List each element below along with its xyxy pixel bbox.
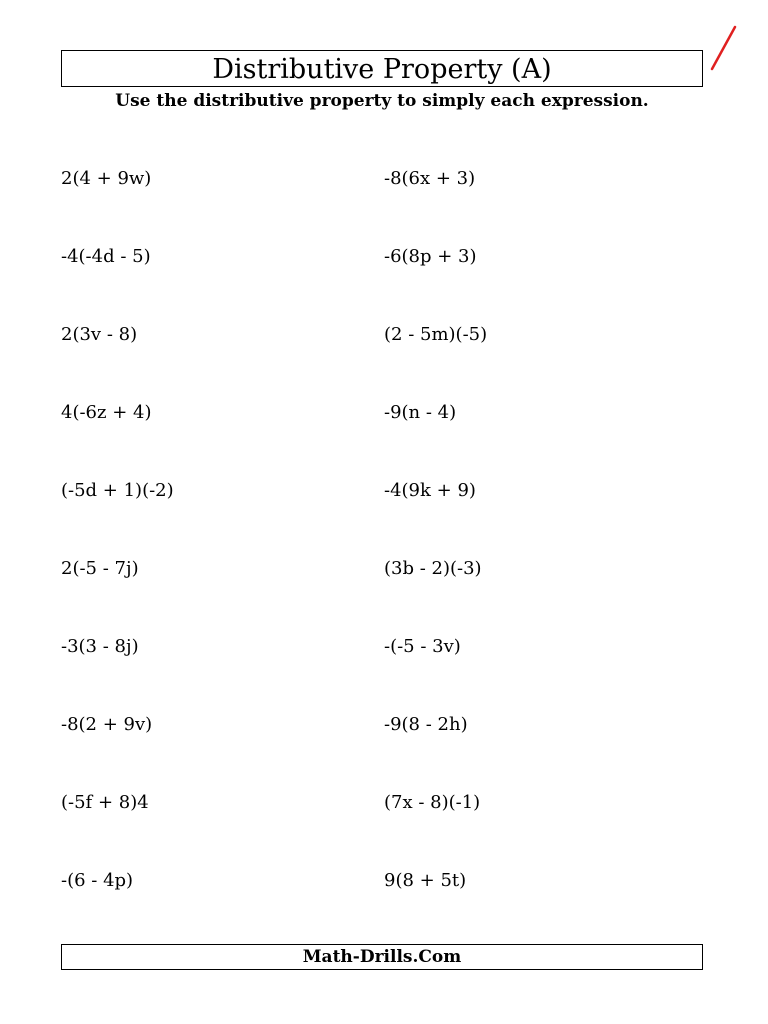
problem-left-9: (-5f + 8)4 [61,792,149,813]
worksheet-instructions: Use the distributive property to simply each expression. [115,91,649,111]
problem-left-6: 2(-5 - 7j) [61,558,139,579]
footer-text: Math-Drills.Com [302,947,462,967]
problem-right-7: -(-5 - 3v) [384,636,461,657]
problem-right-2: -6(8p + 3) [384,246,477,267]
problem-right-1: -8(6x + 3) [384,168,476,189]
worksheet-title-text: Distributive Property (A) [212,54,552,85]
problem-left-5: (-5d + 1)(-2) [61,480,174,501]
corner-mark-icon [0,0,768,100]
problem-left-10: -(6 - 4p) [61,870,134,891]
red-slash-mark [712,27,735,69]
problem-right-8: -9(8 - 2h) [384,714,468,735]
problem-right-4: -9(n - 4) [384,402,457,423]
problem-left-2: -4(-4d - 5) [61,246,151,267]
problem-left-3: 2(3v - 8) [61,324,138,345]
problem-grid [61,168,703,898]
worksheet-footer [61,944,703,970]
problem-right-5: -4(9k + 9) [384,480,476,501]
problem-right-10: 9(8 + 5t) [384,870,467,891]
problem-left-8: -8(2 + 9v) [61,714,153,735]
problem-left-7: -3(3 - 8j) [61,636,139,657]
problem-left-1: 2(4 + 9w) [61,168,152,189]
problem-right-3: (2 - 5m)(-5) [384,324,488,345]
problem-right-6: (3b - 2)(-3) [384,558,482,579]
problem-right-9: (7x - 8)(-1) [384,792,481,813]
problem-left-4: 4(-6z + 4) [61,402,152,423]
